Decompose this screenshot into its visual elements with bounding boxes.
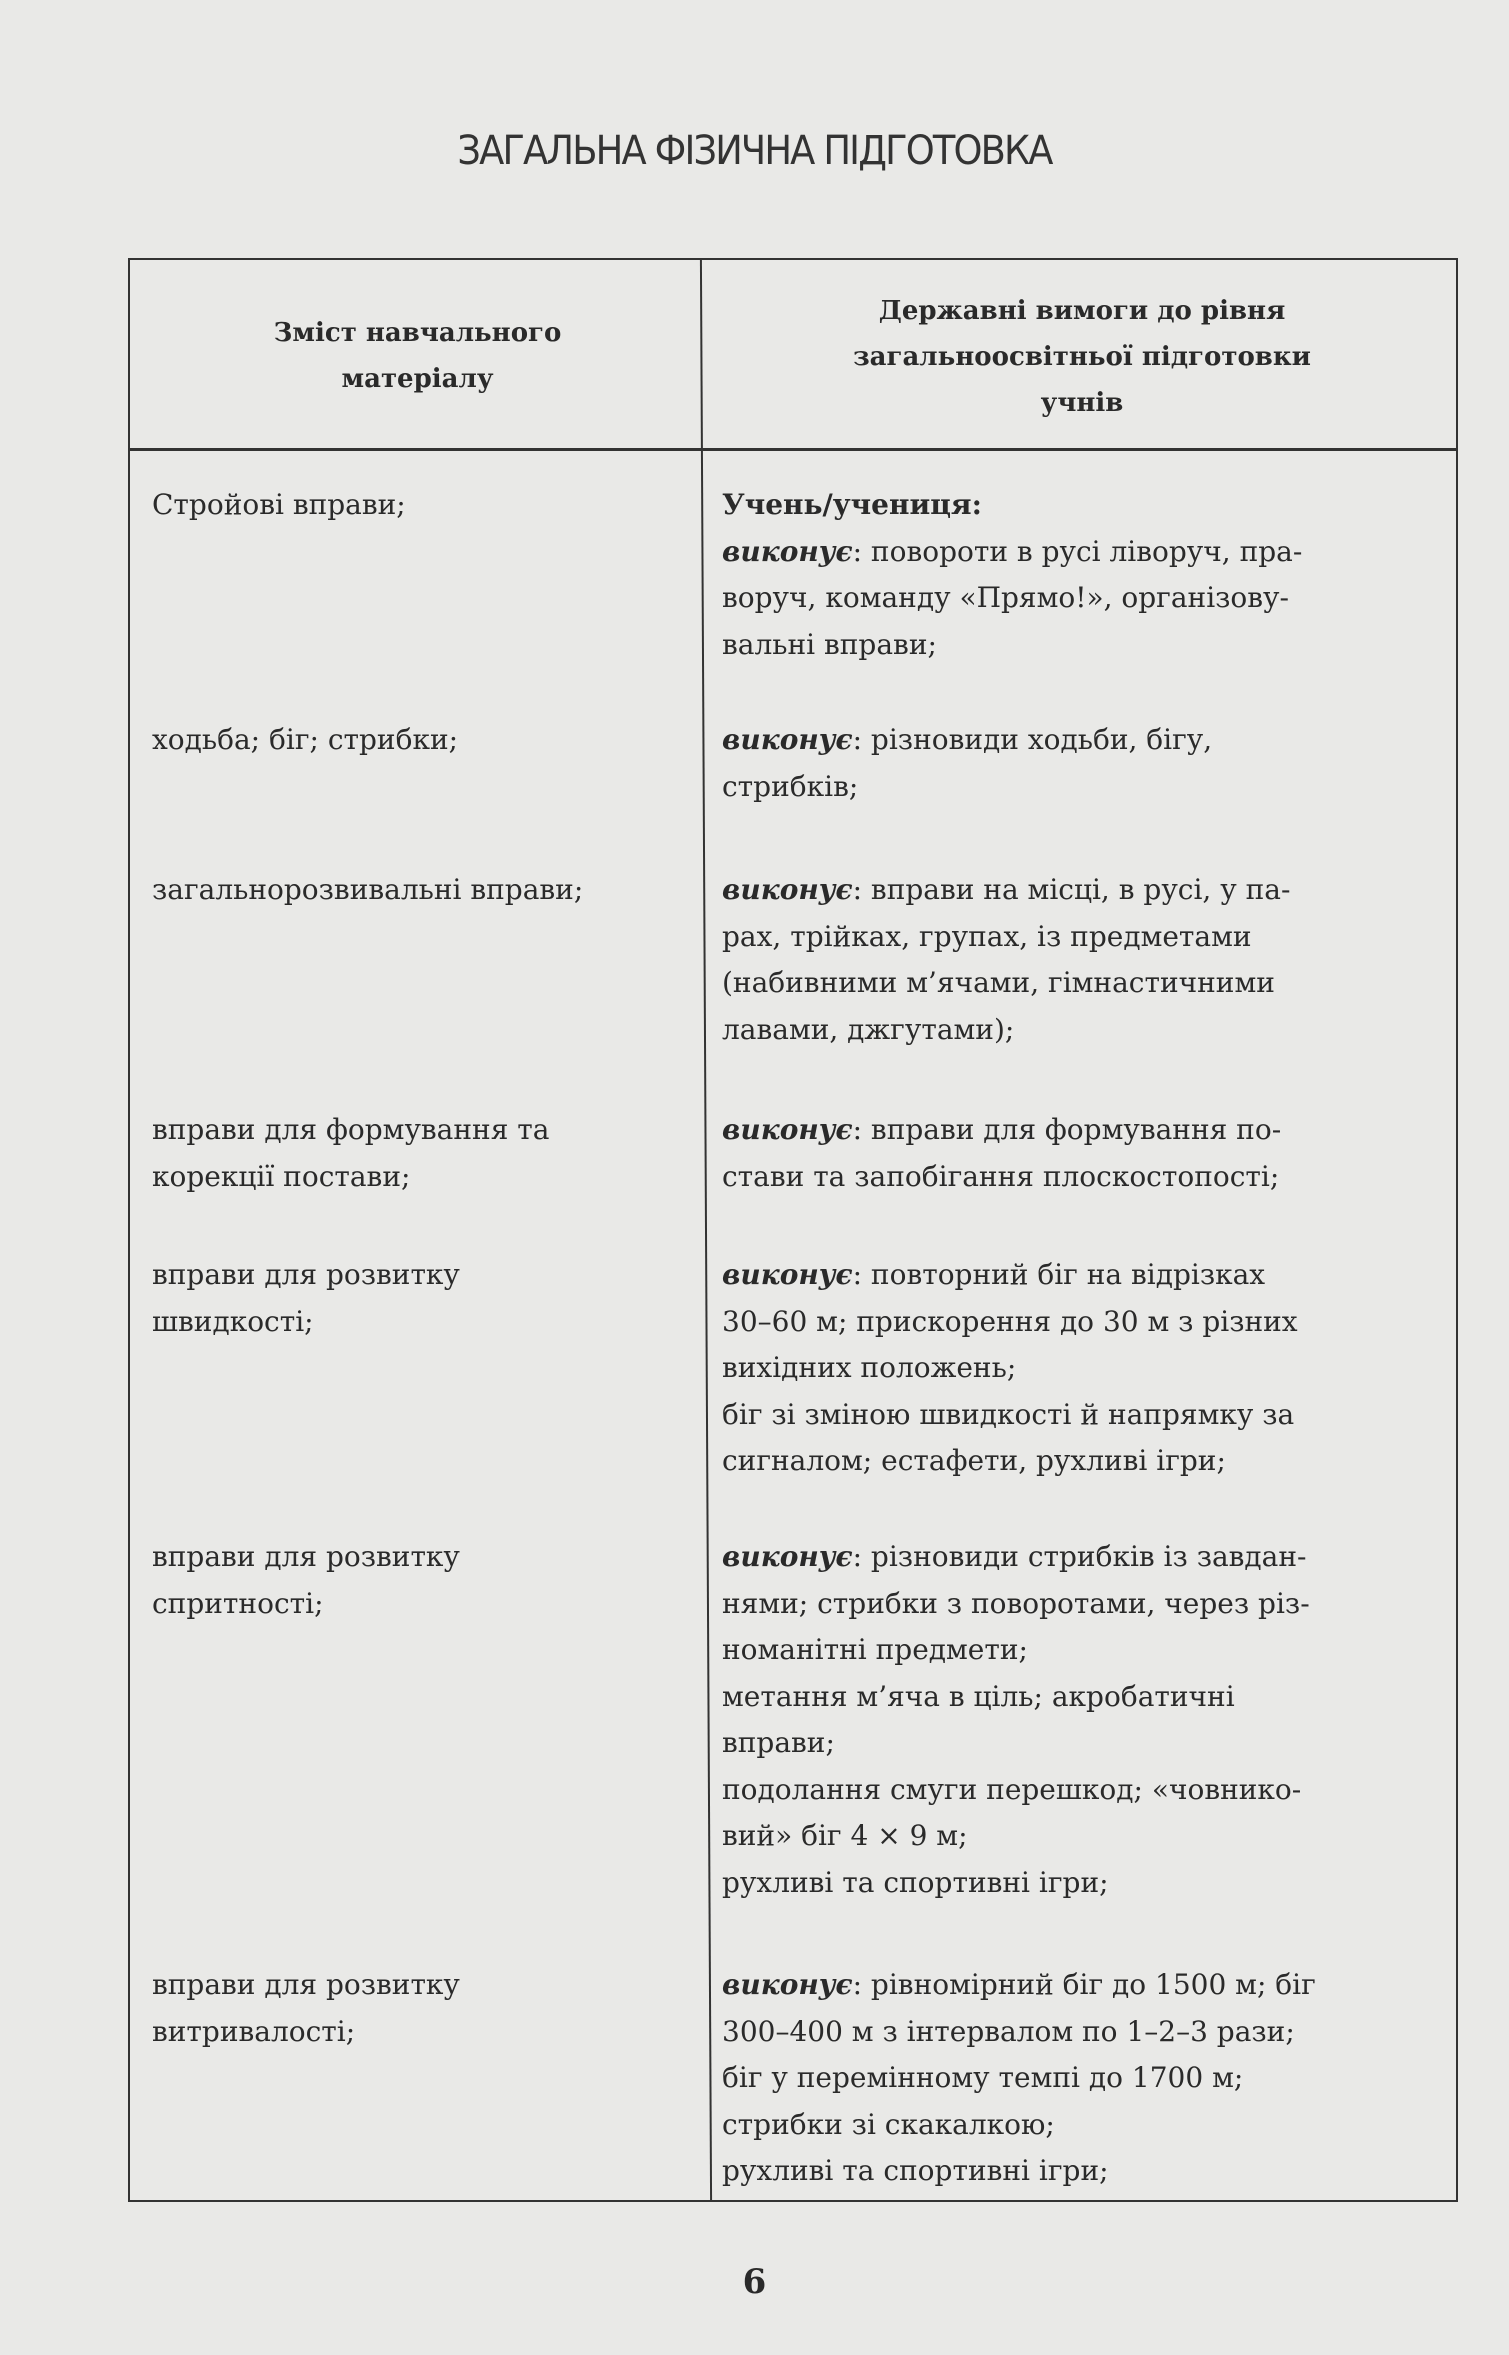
line-text: : рівномірний біг до 1500 м; біг <box>852 1968 1316 2001</box>
line-text: метання м’яча в ціль; акробатичні <box>722 1679 1235 1713</box>
cell-line: спритності; <box>152 1586 324 1620</box>
cell-line <box>722 1813 1310 1860</box>
line-text: стрибки зі скакалкою; <box>722 2107 1055 2141</box>
content-cell <box>152 482 406 529</box>
content-cell <box>152 1534 460 1627</box>
cell-line <box>722 622 1302 669</box>
verb-label: виконує <box>722 534 853 568</box>
line-text: подолання смуги перешкод; «човнико- <box>722 1772 1302 1806</box>
verb-label: виконує <box>722 1258 853 1291</box>
column-divider <box>700 260 712 2200</box>
header-requirements <box>707 288 1457 426</box>
line-text: вий» біг 4 × 9 м; <box>722 1819 968 1852</box>
cell-line <box>722 1860 1310 1907</box>
line-text: лавами, джгутами); <box>722 1012 1015 1046</box>
cell-line <box>722 1674 1310 1721</box>
verb-label: виконує <box>722 1113 853 1146</box>
page-number: 6 <box>742 2262 767 2302</box>
page-title: ЗАГАЛЬНА ФІЗИЧНА ПІДГОТОВКА <box>457 128 1052 174</box>
cell-line <box>722 1107 1281 1154</box>
cell-line <box>722 1345 1298 1392</box>
line-text: 30–60 м; прискорення до 30 м з різних <box>722 1304 1298 1338</box>
cell-line: корекції постави; <box>152 1159 411 1193</box>
verb-label: виконує <box>722 1540 853 1573</box>
requirements-cell <box>722 717 1212 810</box>
cell-line <box>722 1299 1298 1346</box>
cell-line: загальнорозвивальні вправи; <box>152 873 584 906</box>
line-text: стрибків; <box>722 769 859 803</box>
line-text: 300–400 м з інтервалом по 1–2–3 рази; <box>722 2014 1295 2048</box>
cell-line <box>722 717 1212 764</box>
student-label: Учень/учениця: <box>722 488 982 521</box>
line-text: сигналом; естафети, рухливі ігри; <box>722 1444 1226 1477</box>
line-text: : різновиди стрибків із завдан- <box>852 1540 1307 1573</box>
cell-line: вправи для розвитку <box>152 1968 460 2001</box>
verb-label: виконує <box>722 723 853 756</box>
cell-line <box>722 1627 1310 1674</box>
line-text: біг у перемінному темпі до 1700 м; <box>722 2061 1244 2094</box>
line-text: : повороти в русі ліворуч, пра- <box>852 534 1303 568</box>
line-text: стави та запобігання плоскостопості; <box>722 1159 1280 1193</box>
cell-line <box>722 1962 1316 2009</box>
line-text: : різновиди ходьби, бігу, <box>852 723 1213 756</box>
cell-line <box>722 2148 1316 2195</box>
cell-line <box>722 529 1302 576</box>
content-cell <box>152 717 458 764</box>
line-text: (набивними м’ячами, гімнастичними <box>722 966 1275 999</box>
header-line: учнів <box>1040 388 1124 418</box>
line-text: номанітні предмети; <box>722 1633 1028 1666</box>
requirements-cell <box>722 482 1302 668</box>
line-text: вправи; <box>722 1726 835 1759</box>
cell-line <box>722 2009 1316 2056</box>
line-text: рухливі та спортивні ігри; <box>722 1865 1109 1899</box>
cell-line <box>722 1534 1310 1581</box>
line-text: : вправи на місці, в русі, у па- <box>852 873 1291 906</box>
cell-line: вправи для розвитку <box>152 1540 460 1573</box>
cell-line: вправи для розвитку <box>152 1258 460 1291</box>
cell-line <box>722 2102 1316 2149</box>
cell-line <box>722 960 1290 1007</box>
cell-line <box>722 1007 1290 1054</box>
content-cell <box>152 867 583 914</box>
content-cell <box>152 1962 460 2055</box>
requirements-cell <box>722 867 1290 1053</box>
line-text: вальні вправи; <box>722 627 937 661</box>
cell-line <box>722 1392 1298 1439</box>
cell-line <box>722 1438 1298 1485</box>
requirements-cell <box>722 1962 1316 2195</box>
header-content <box>130 310 705 402</box>
line-text: рухливі та спортивні ігри; <box>722 2154 1109 2187</box>
line-text: : вправи для формування по- <box>852 1113 1282 1146</box>
requirements-cell <box>722 1252 1298 1485</box>
line-text: рах, трійках, групах, із предметами <box>722 919 1252 953</box>
header-line: матеріалу <box>341 364 494 394</box>
content-cell <box>152 1252 460 1345</box>
cell-line <box>722 575 1302 622</box>
verb-label: виконує <box>722 873 853 906</box>
header-divider <box>130 448 1456 451</box>
cell-line: витривалості; <box>152 2014 356 2048</box>
line-text: воруч, команду «Прямо!», організову- <box>722 581 1289 614</box>
cell-line <box>722 1154 1281 1201</box>
curriculum-table <box>128 258 1458 2202</box>
header-line: Державні вимоги до рівня <box>878 296 1286 326</box>
cell-line: Стройові вправи; <box>152 488 406 521</box>
cell-line <box>722 1581 1310 1628</box>
cell-line <box>722 764 1212 811</box>
cell-line: швидкості; <box>152 1304 314 1338</box>
requirements-cell <box>722 1107 1281 1200</box>
content-cell <box>152 1107 549 1200</box>
line-text: біг зі зміною швидкості й напрямку за <box>722 1397 1295 1431</box>
cell-line <box>722 482 1302 529</box>
cell-line: вправи для формування та <box>152 1113 550 1146</box>
cell-line <box>722 1252 1298 1299</box>
cell-line <box>722 2055 1316 2102</box>
cell-line <box>722 1767 1310 1814</box>
line-text: : повторний біг на відрізках <box>852 1258 1266 1291</box>
header-line: загальноосвітньої підготовки <box>853 342 1311 372</box>
verb-label: виконує <box>722 1968 853 2001</box>
header-line: Зміст навчального <box>273 318 562 348</box>
cell-line <box>722 1720 1310 1767</box>
line-text: вихідних положень; <box>722 1351 1017 1384</box>
cell-line <box>722 914 1290 961</box>
cell-line: ходьба; біг; стрибки; <box>152 723 459 756</box>
line-text: нями; стрибки з поворотами, через різ- <box>722 1586 1310 1620</box>
requirements-cell <box>722 1534 1310 1906</box>
cell-line <box>722 867 1290 914</box>
